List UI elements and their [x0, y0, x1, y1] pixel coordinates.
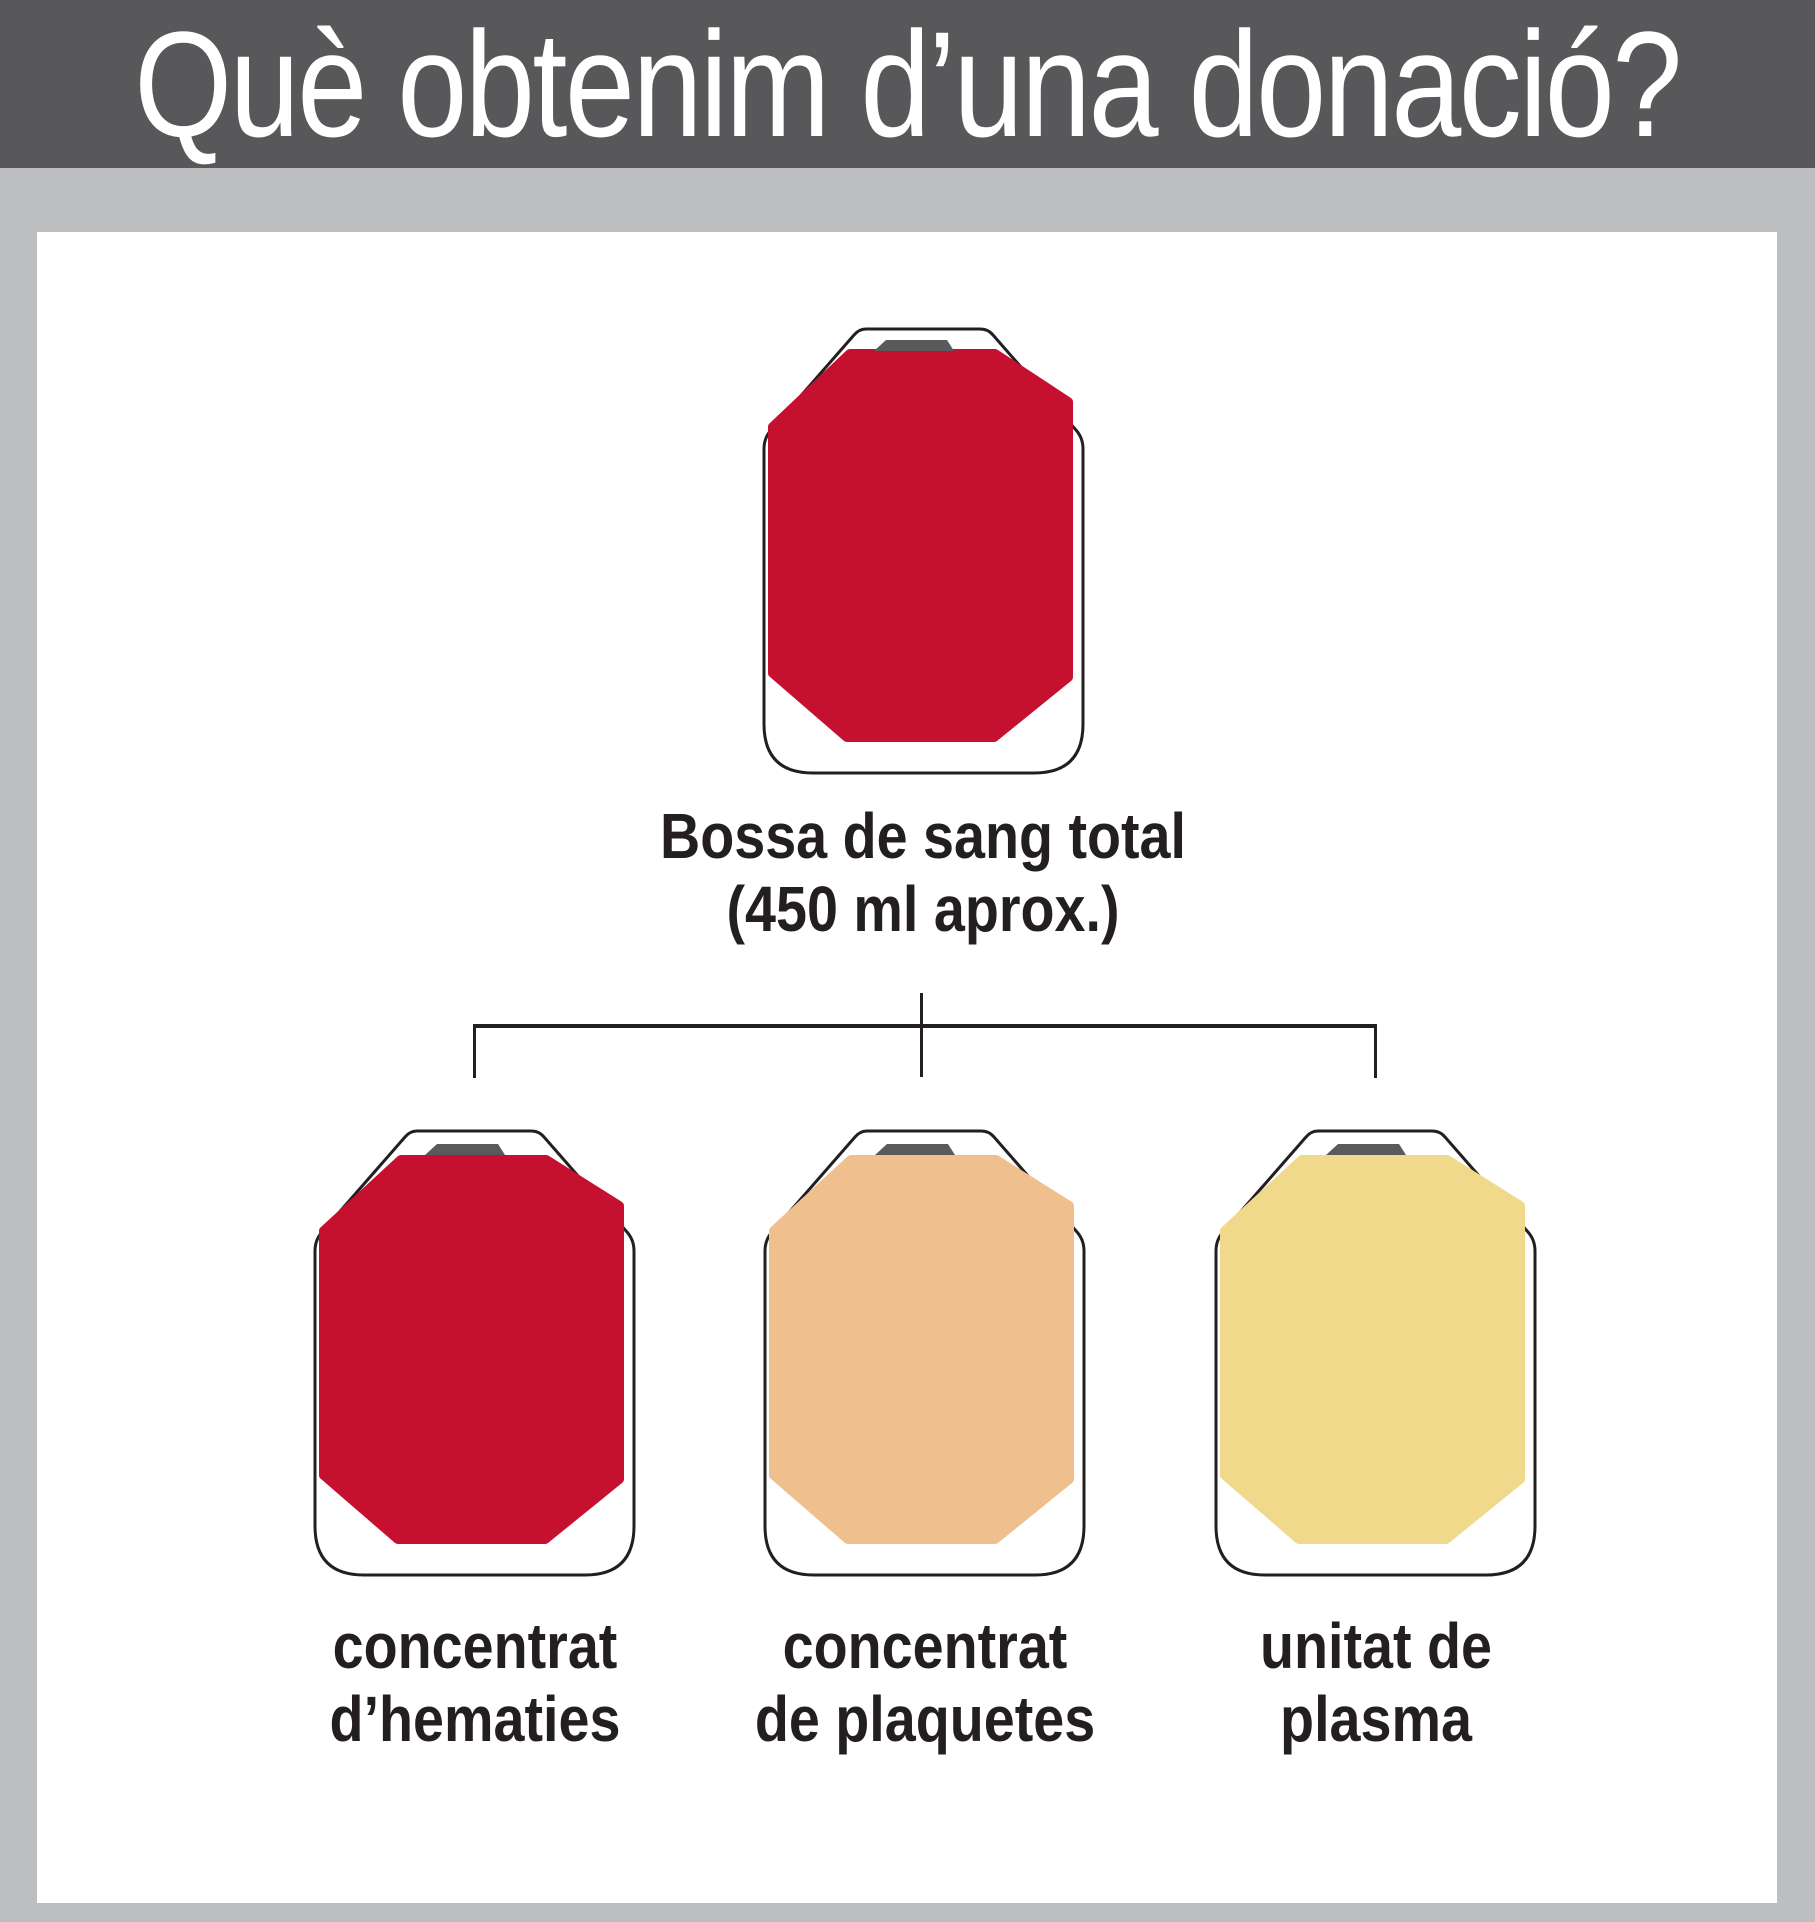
- label-plaquetes-line2: de plaquetes: [754, 1683, 1096, 1755]
- main-blood-bag: [762, 326, 1085, 776]
- label-plaquetes-line1: concentrat: [782, 1610, 1068, 1682]
- platelets-bag-icon: [763, 1128, 1086, 1578]
- label-plasma-line1: unitat de: [1260, 1610, 1492, 1682]
- label-hematies-line1: concentrat: [332, 1610, 618, 1682]
- connector-crossbar: [473, 1024, 1377, 1028]
- main-bag-label-line2: (450 ml aprox.): [726, 873, 1120, 945]
- bag-port: [874, 340, 954, 351]
- red-cells-bag-icon: [313, 1128, 636, 1578]
- blood-bag-icon: [762, 326, 1085, 776]
- label-hematies: [214, 1610, 736, 1756]
- bag-port: [1326, 1144, 1406, 1155]
- bag-fill: [773, 354, 1068, 737]
- bag-port: [425, 1144, 505, 1155]
- label-plaquetes: [664, 1610, 1186, 1756]
- page-title: Què obtenim d’una donació?: [134, 0, 1681, 168]
- bag-fill: [324, 1160, 619, 1539]
- bag-fill: [1225, 1160, 1520, 1539]
- title-banner: [0, 0, 1815, 168]
- bag-plasma: [1214, 1128, 1537, 1578]
- bag-port: [875, 1144, 955, 1155]
- connector-stem: [920, 993, 923, 1077]
- bag-plaquetes: [763, 1128, 1086, 1578]
- label-hematies-line2: d’hematies: [329, 1683, 621, 1755]
- bag-fill: [774, 1160, 1069, 1539]
- main-bag-label-line1: Bossa de sang total: [660, 800, 1186, 872]
- bag-hematies: [313, 1128, 636, 1578]
- main-bag-label: [619, 800, 1228, 946]
- plasma-bag-icon: [1214, 1128, 1537, 1578]
- connector-drop-right: [1374, 1028, 1377, 1078]
- label-plasma: [1115, 1610, 1637, 1756]
- label-plasma-line2: plasma: [1280, 1683, 1472, 1755]
- connector-drop-left: [473, 1028, 476, 1078]
